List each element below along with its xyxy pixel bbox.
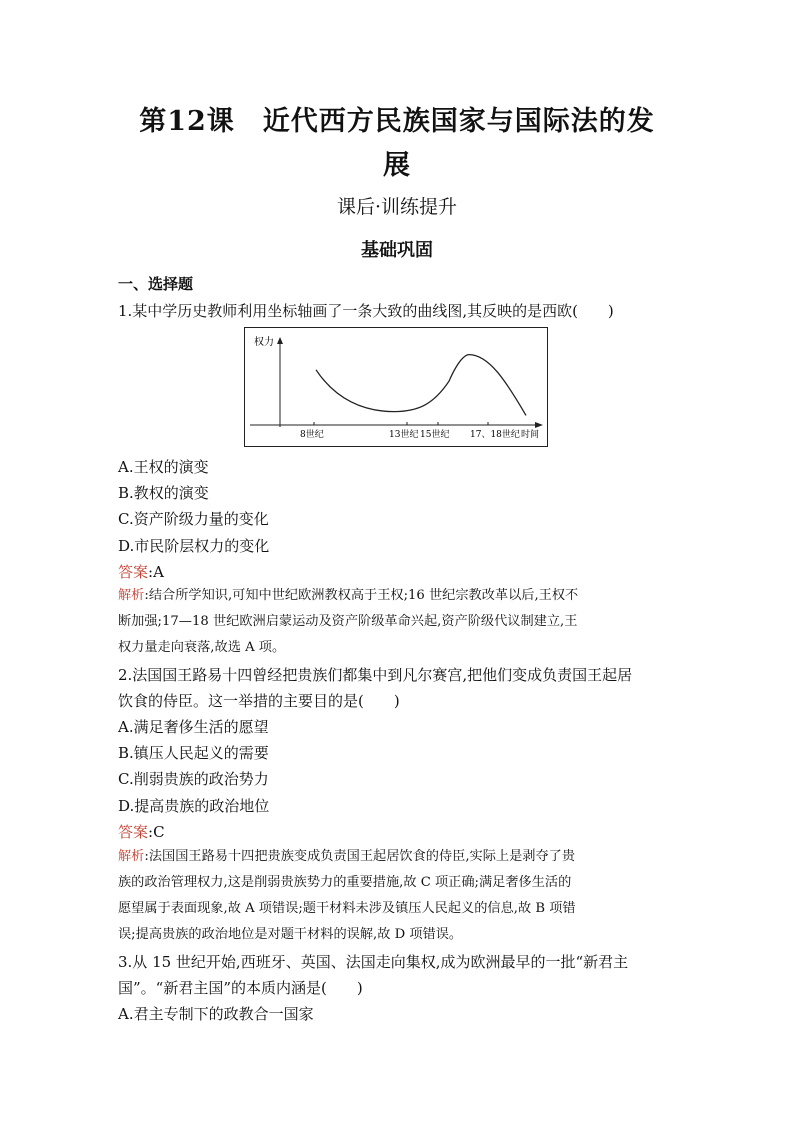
question-1-explanation bbox=[118, 583, 674, 661]
question-1-option-b: B.教权的演变 bbox=[118, 484, 209, 502]
question-3-option-a: A.君主专制下的政教合一国家 bbox=[118, 1005, 314, 1023]
question-1-stem: 1.某中学历史教师利用坐标轴画了一条大致的曲线图,其反映的是西欧( ) bbox=[118, 302, 614, 320]
page-title bbox=[110, 100, 684, 188]
question-2-stem-line-1: 2.法国国王路易十四曾经把贵族们都集中到凡尔赛宫,把他们变成负责国王起居 bbox=[118, 666, 633, 684]
x-tick-label: 13世纪 bbox=[389, 430, 419, 440]
x-tick-label: 15世纪 bbox=[420, 430, 450, 440]
explain-line: 愿望属于表面现象,故 A 项错误;题干材料未涉及镇压人民起义的信息,故 B 项错 bbox=[118, 901, 576, 916]
question-1-option-c: C.资产阶级力量的变化 bbox=[118, 510, 269, 528]
question-2-option-c: C.削弱贵族的政治势力 bbox=[118, 770, 269, 788]
explain-label: 解析 bbox=[118, 849, 145, 864]
question-3-stem-line-2: 国”。“新君主国”的本质内涵是( ) bbox=[118, 979, 363, 997]
question-1-option-a: A.王权的演变 bbox=[118, 458, 209, 476]
chart-frame bbox=[245, 328, 548, 447]
answer-value: :A bbox=[148, 563, 164, 581]
question-2-explanation bbox=[118, 844, 674, 948]
explain-line: :结合所学知识,可知中世纪欧洲教权高于王权;16 世纪宗教改革以后,王权不 bbox=[144, 588, 579, 603]
explain-line: :法国国王路易十四把贵族变成负责国王起居饮食的侍臣,实际上是剥夺了贵 bbox=[144, 849, 576, 864]
answer-value: :C bbox=[148, 823, 165, 841]
explain-label: 解析 bbox=[118, 588, 145, 603]
question-3-stem-line-1: 3.从 15 世纪开始,西班牙、英国、法国走向集权,成为欧洲最早的一批“新君主 bbox=[118, 953, 629, 971]
question-1-answer bbox=[118, 561, 164, 582]
section-heading: 基础巩固 bbox=[361, 240, 433, 261]
question-2-answer bbox=[118, 821, 165, 842]
question-2-option-a: A.满足奢侈生活的愿望 bbox=[118, 718, 269, 736]
explain-line: 族的政治管理权力,这是削弱贵族势力的重要措施,故 C 项正确;满足奢侈生活的 bbox=[118, 875, 572, 890]
explain-line: 权力量走向衰落,故选 A 项。 bbox=[118, 640, 286, 655]
question-2-option-b: B.镇压人民起义的需要 bbox=[118, 744, 269, 762]
question-1-option-d: D.市民阶层权力的变化 bbox=[118, 537, 270, 555]
explain-line: 断加强;17—18 世纪欧洲启蒙运动及资产阶级革命兴起,资产阶级代议制建立,王 bbox=[118, 614, 578, 629]
answer-label: 答案 bbox=[118, 823, 149, 841]
answer-label: 答案 bbox=[118, 563, 149, 581]
x-tick-label: 8世纪 bbox=[300, 430, 324, 440]
explain-line: 误;提高贵族的政治地位是对题干材料的误解,故 D 项错误。 bbox=[118, 927, 463, 942]
title-line-1: 第12课 近代西方民族国家与国际法的发 bbox=[139, 106, 655, 137]
y-axis-label: 权力 bbox=[254, 337, 274, 348]
part-heading: 一、选择题 bbox=[118, 275, 194, 293]
chart-svg bbox=[244, 327, 548, 447]
question-2-option-d: D.提高贵族的政治地位 bbox=[118, 797, 270, 815]
x-axis-label: 时间 bbox=[521, 430, 540, 440]
x-tick-label: 17、18世纪 bbox=[470, 430, 520, 440]
title-line-2: 展 bbox=[383, 150, 411, 181]
chart-figure bbox=[244, 327, 548, 447]
question-2-stem-line-2: 饮食的侍臣。这一举措的主要目的是( ) bbox=[118, 692, 400, 710]
subtitle: 课后·训练提升 bbox=[336, 196, 458, 218]
